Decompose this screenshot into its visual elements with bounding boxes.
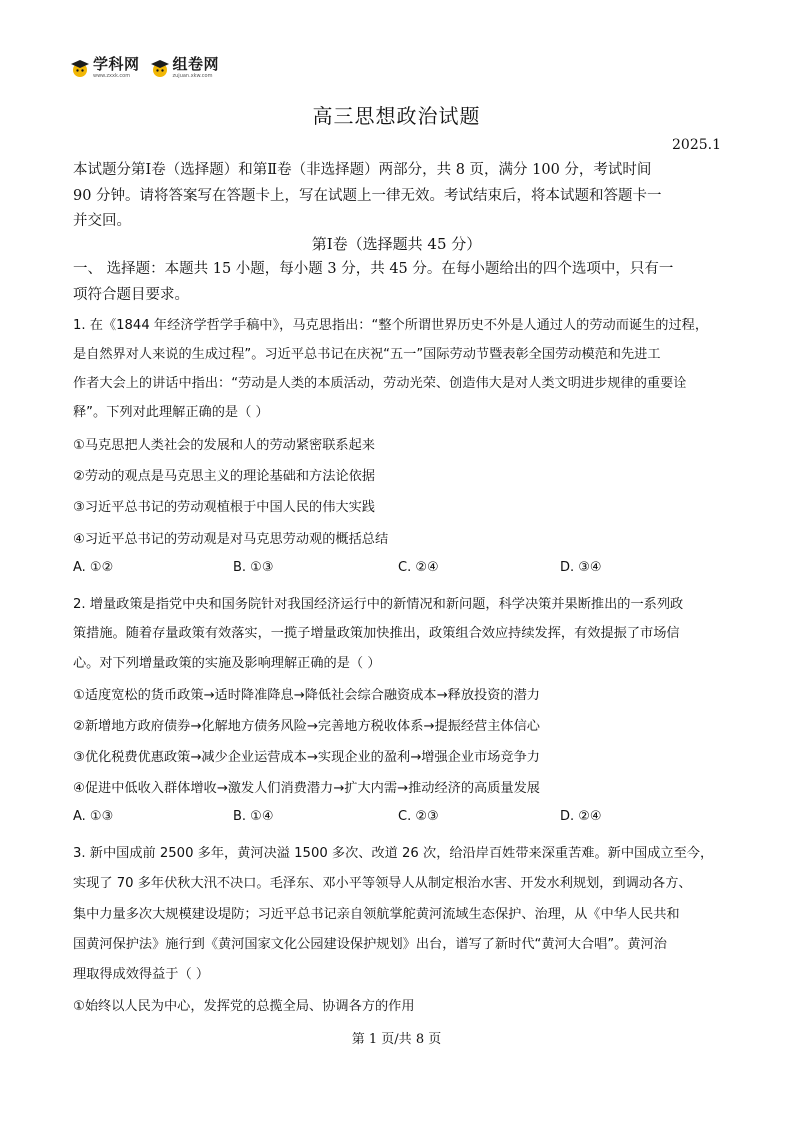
logo-zujuan bbox=[150, 57, 220, 79]
q2-item: ②新增地方政府债券→化解地方债务风险→完善地方税收体系→提振经营主体信心 bbox=[73, 719, 540, 734]
exam-date: 2025.1 bbox=[672, 137, 721, 153]
q3-stem: 理取得成效得益于（ ） bbox=[73, 967, 210, 982]
graduate-cap-icon bbox=[70, 58, 90, 78]
q1-stem: 1. 在《1844 年经济学哲学手稿中》，马克思指出：“整个所谓世界历史不外是人通过人的劳动而诞生的过程， bbox=[73, 318, 709, 333]
q2-item: ③优化税费优惠政策→减少企业运营成本→实现企业的盈利→增强企业市场竞争力 bbox=[73, 750, 540, 765]
logo-zujuan-url: zujuan.xkw.com bbox=[172, 73, 213, 79]
q2-choice-b: B. ①④ bbox=[233, 809, 274, 824]
q1-stem: 释”。下列对此理解正确的是（ ） bbox=[73, 405, 269, 420]
header-logos bbox=[70, 57, 219, 79]
logo-xueke-name: 学科网 bbox=[93, 55, 140, 73]
q1-choice-c: C. ②④ bbox=[398, 560, 439, 575]
q2-stem: 2. 增量政策是指党中央和国务院针对我国经济运行中的新情况和新问题，科学决策并果断推出的一系列政 bbox=[73, 597, 684, 612]
q3-stem: 集中力量多次大规模建设堤防；习近平总书记亲自领航掌舵黄河流域生态保护、治理，从《中华人民共和 bbox=[73, 907, 680, 922]
intro-line: 本试题分第Ⅰ卷（选择题）和第Ⅱ卷（非选择题）两部分，共 8 页，满分 100 分，考试时间 bbox=[73, 162, 652, 178]
q2-stem: 心。对下列增量政策的实施及影响理解正确的是（ ） bbox=[73, 656, 381, 671]
q1-stem: 作者大会上的讲话中指出：“劳动是人类的本质活动，劳动光荣、创造伟大是对人类文明进步规律的重要诠 bbox=[73, 376, 687, 391]
q2-choice-d: D. ②④ bbox=[560, 809, 602, 824]
section-title: 第Ⅰ卷（选择题共 45 分） bbox=[311, 235, 482, 253]
instruction-line: 一、 选择题：本题共 15 小题，每小题 3 分，共 45 分。在每小题给出的四个选项中，只有一 bbox=[73, 261, 674, 277]
q1-item: ①马克思把人类社会的发展和人的劳动紧密联系起来 bbox=[73, 438, 375, 453]
logo-xueke bbox=[70, 57, 140, 79]
q1-stem: 是自然界对人来说的生成过程”。习近平总书记在庆祝“五一”国际劳动节暨表彰全国劳动模范和先进工 bbox=[73, 347, 661, 362]
q2-stem: 策措施。随着存量政策有效落实，一揽子增量政策加快推出，政策组合效应持续发挥，有效提振了市场信 bbox=[73, 626, 680, 641]
logo-xueke-url: www.zxxk.com bbox=[93, 73, 131, 79]
q2-choice-c: C. ②③ bbox=[398, 809, 439, 824]
intro-line: 并交回。 bbox=[73, 213, 131, 229]
q3-stem: 实现了 70 多年伏秋大汛不决口。毛泽东、邓小平等领导人从制定根治水害、开发水利规划，到调动各方、 bbox=[73, 876, 692, 891]
q2-choice-a: A. ①③ bbox=[73, 809, 114, 824]
logo-zujuan-name: 组卷网 bbox=[172, 55, 220, 73]
q3-stem: 国黄河保护法》施行到《黄河国家文化公园建设保护规划》出台，谱写了新时代“黄河大合唱”。黄河治 bbox=[73, 937, 667, 952]
q2-item: ①适度宽松的货币政策→适时降准降息→降低社会综合融资成本→释放投资的潜力 bbox=[73, 688, 540, 703]
page-footer: 第 1 页/共 8 页 bbox=[351, 1032, 442, 1047]
intro-line: 90 分钟。请将答案写在答题卡上，写在试题上一律无效。考试结束后，将本试题和答题卡一 bbox=[73, 188, 662, 204]
q3-item: ①始终以人民为中心，发挥党的总揽全局、协调各方的作用 bbox=[73, 999, 415, 1014]
q2-item: ④促进中低收入群体增收→激发人们消费潜力→扩大内需→推动经济的高质量发展 bbox=[73, 781, 540, 796]
graduate-cap-icon bbox=[150, 58, 170, 78]
q3-stem: 3. 新中国成前 2500 多年，黄河决溢 1500 多次、改道 26 次，给沿岸百姓带来深重苦难。新中国成立至今， bbox=[73, 846, 714, 861]
q1-choice-b: B. ①③ bbox=[233, 560, 274, 575]
page-title: 高三思想政治试题 bbox=[312, 104, 481, 128]
q1-item: ④习近平总书记的劳动观是对马克思劳动观的概括总结 bbox=[73, 532, 389, 547]
q1-choice-d: D. ③④ bbox=[560, 560, 602, 575]
q1-item: ③习近平总书记的劳动观植根于中国人民的伟大实践 bbox=[73, 500, 375, 515]
instruction-line: 项符合题目要求。 bbox=[73, 287, 189, 303]
q1-item: ②劳动的观点是马克思主义的理论基础和方法论依据 bbox=[73, 469, 375, 484]
q1-choice-a: A. ①② bbox=[73, 560, 114, 575]
